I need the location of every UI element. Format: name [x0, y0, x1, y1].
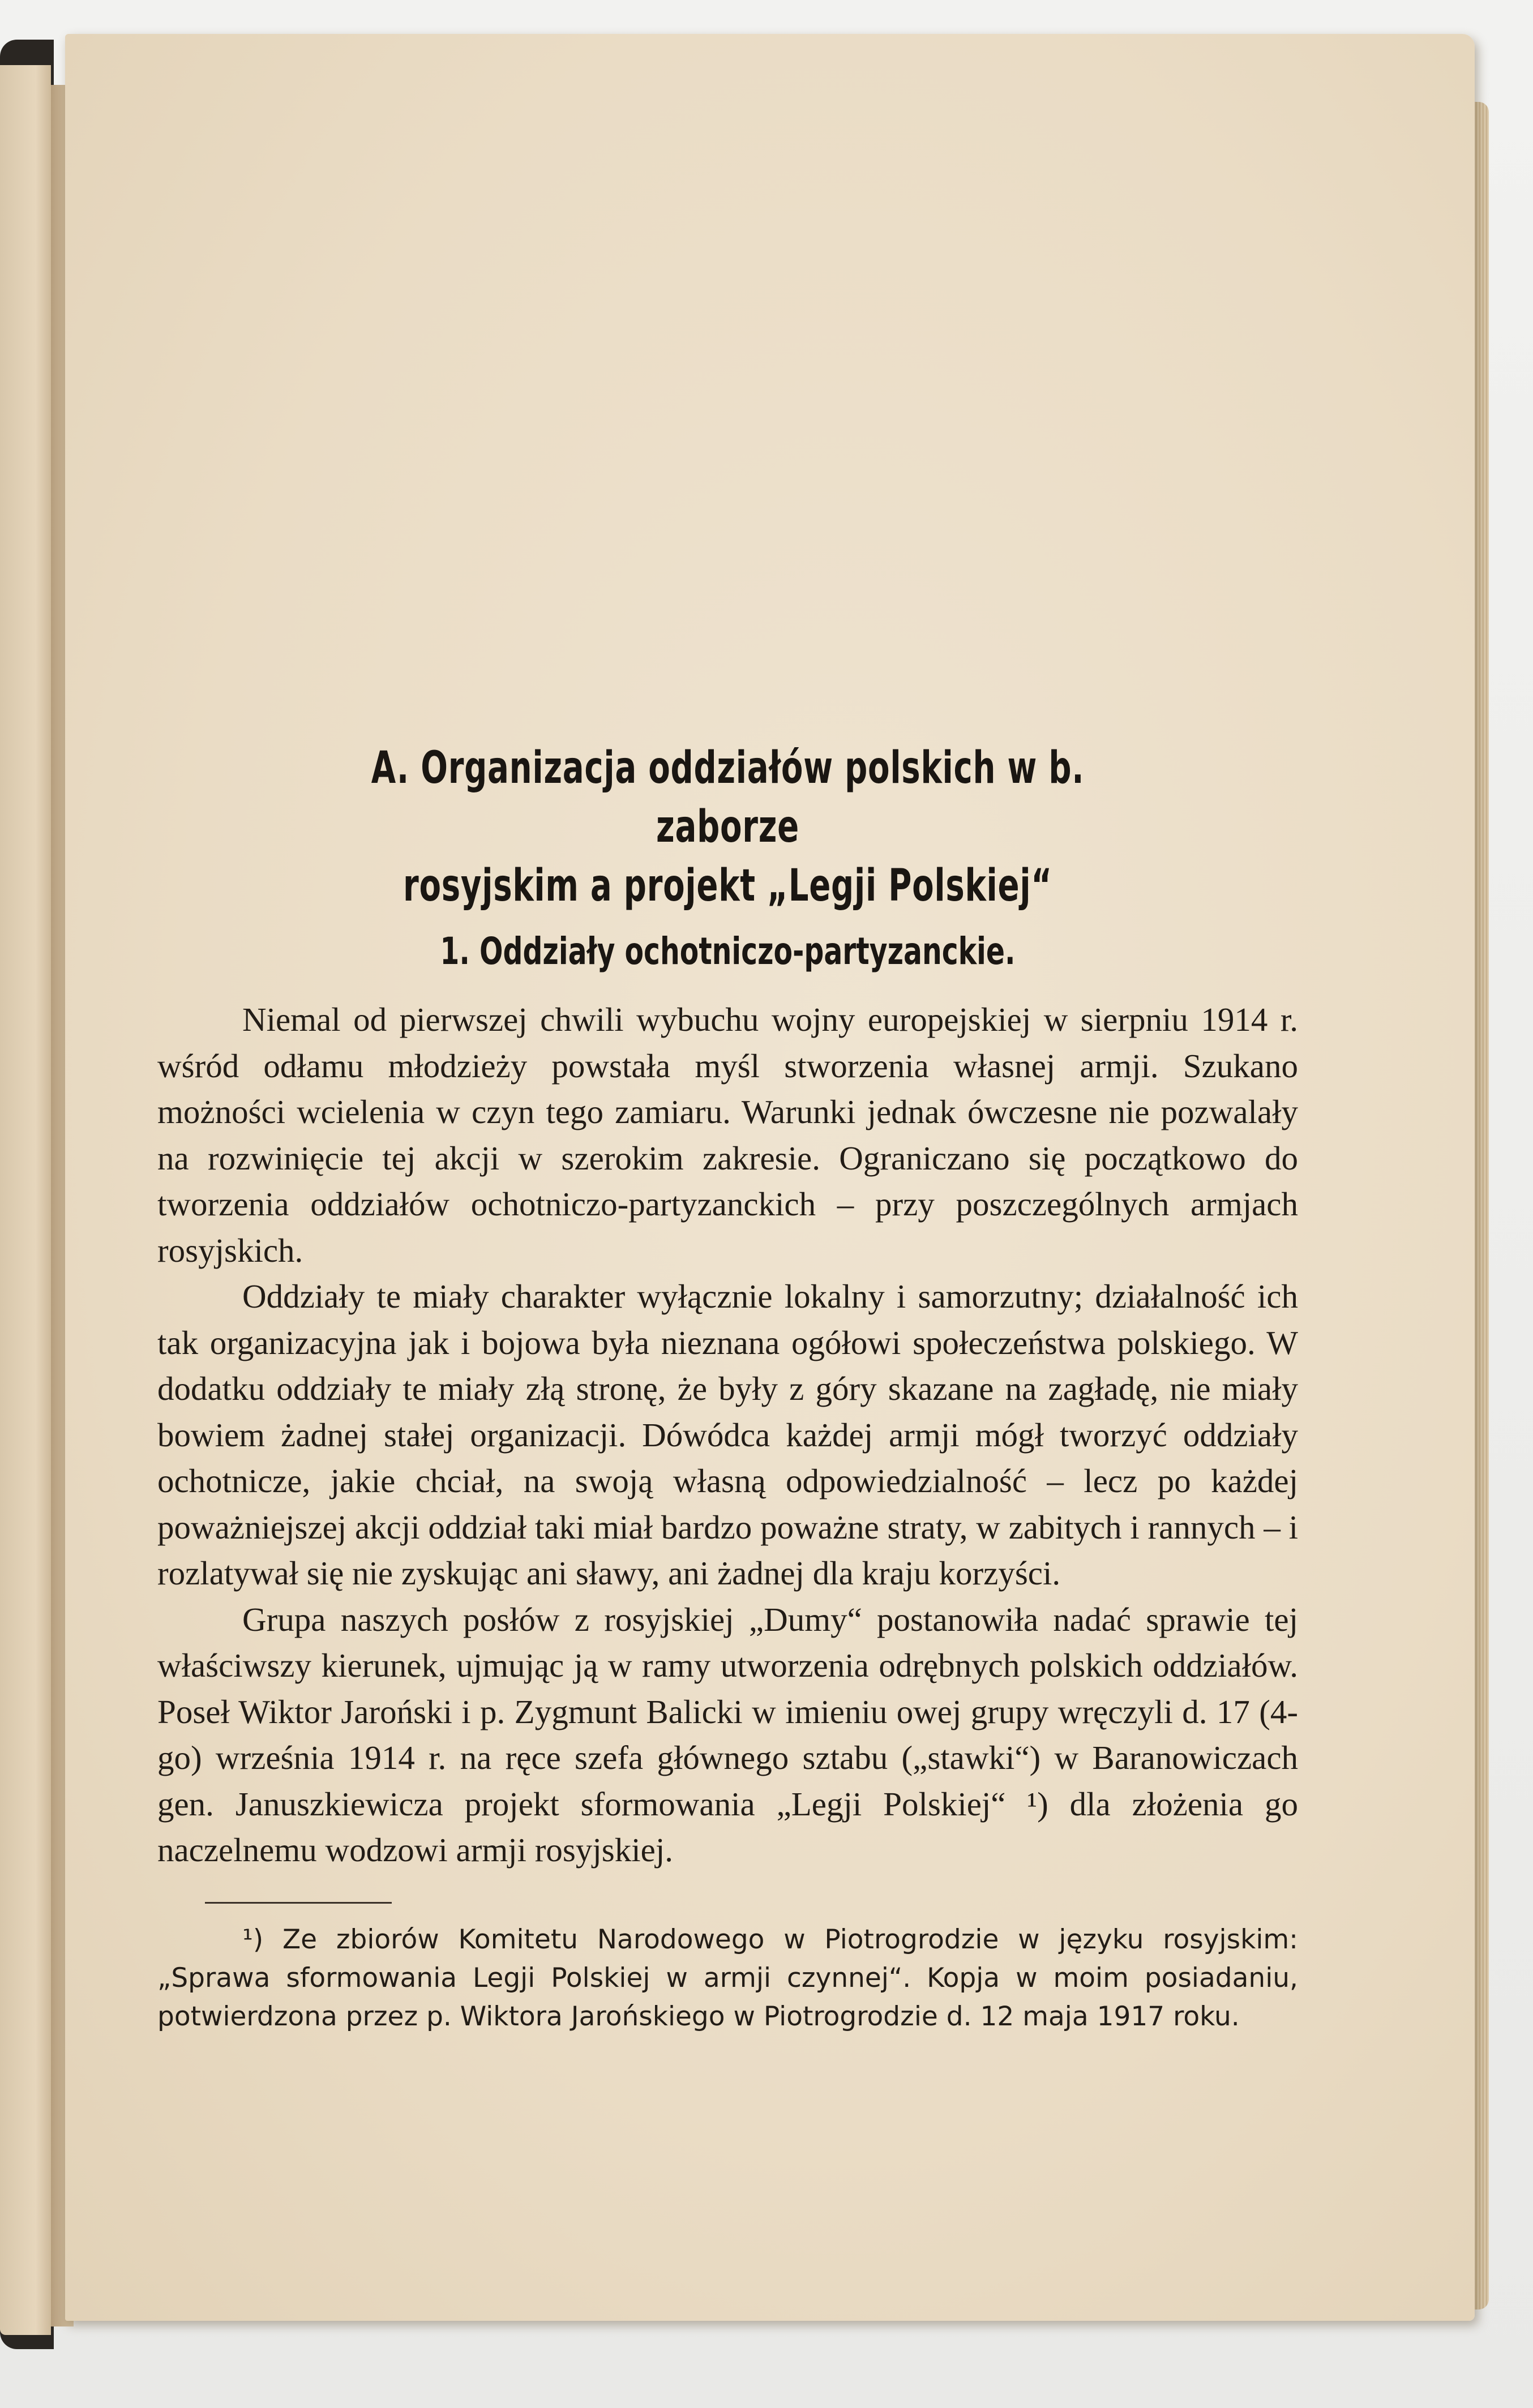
section-heading: [317, 739, 1138, 915]
subsection-heading: 1. Oddziały ochotniczo-partyzanckie.: [440, 929, 1016, 973]
section-heading-line-2: rosyjskim a projekt „Legji Polskiej“: [403, 860, 1052, 911]
body-paragraph-2: Oddziały te miały charakter wyłącznie lokalny i samorzutny; działalność ich tak organizacyjna jak i bojowa była nieznana ogółowi społeczeństwa polskiego. W dodatku oddziały te miały złą stronę, że były z góry skazane na zagładę, nie miały bowiem żadnej stałej organizacji. Dówódca każdej armji mógł tworzyć oddziały ochotnicze, jakie chciał, na swoją własną odpowiedzialność – lecz po każdej poważniejszej akcji oddział taki miał bardzo poważne straty, w zabitych i rannych – i rozlatywał się nie zyskując ani sławy, ani żadnej dla kraju korzyści.: [157, 1278, 1298, 1592]
page-content: [157, 739, 1298, 2036]
section-heading-line-1: A. Organizacja oddziałów polskich w b. zaborze: [371, 743, 1085, 852]
facing-page-edge: [0, 65, 51, 2335]
footnote: ¹) Ze zbiorów Komitetu Narodowego w Piotrogrodzie w języku rosyjskim: „Sprawa sformowania Legji Polskiej w armji czynnej“. Kopja w moim posiadaniu, potwierdzona przez p. Wiktora Jarońskiego w Piotrogrodzie d. 12 maja 1917 roku.: [157, 1923, 1298, 2032]
body-paragraph-1: Niemal od pierwszej chwili wybuchu wojny europejskiej w sierpniu 1914 r. wśród odłamu młodzieży powstała myśl stworzenia własnej armji. Szukano możności wcielenia w czyn tego zamiaru. Warunki jednak ówczesne nie pozwalały na rozwinięcie tej akcji w szerokim zakresie. Ograniczano się początkowo do tworzenia oddziałów ochotniczo-partyzanckich – przy poszczególnych armjach rosyjskich.: [157, 1001, 1298, 1269]
footnote-divider: [205, 1902, 392, 1904]
body-paragraph-3: Grupa naszych posłów z rosyjskiej „Dumy“ postanowiła nadać sprawie tej właściwszy kierunek, ujmując ją w ramy utworzenia odrębnych polskich oddziałów. Poseł Wiktor Jaroński i p. Zygmunt Balicki w imieniu owej grupy wręczyli d. 17 (4-go) września 1914 r. na ręce szefa głównego sztabu („stawki“) w Baranowiczach gen. Januszkiewicza projekt sformowania „Legji Polskiej“ ¹) dla złożenia go naczelnemu wodzowi armji rosyjskiej.: [157, 1600, 1298, 1869]
